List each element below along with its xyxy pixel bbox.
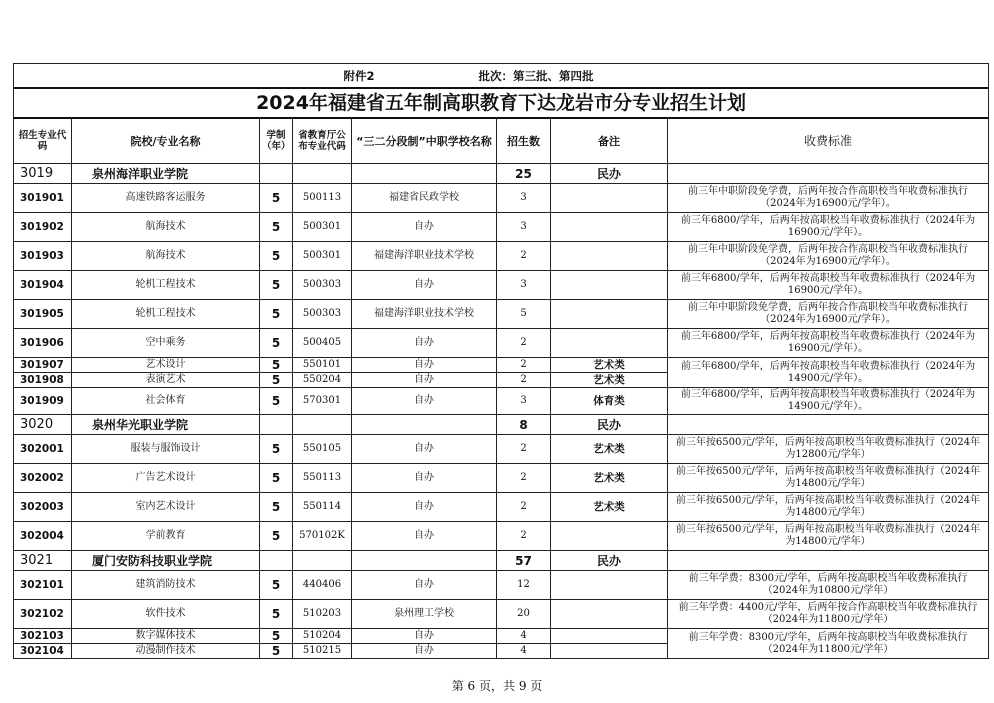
table-row xyxy=(14,600,989,629)
major-partner: 自办 xyxy=(352,522,497,551)
major-partner: 自办 xyxy=(352,358,497,373)
school-row xyxy=(14,551,989,571)
col-fee-header: 收费标准 xyxy=(668,118,989,164)
major-fee: 前三年中职阶段免学费，后两年按合作高职校当年收费标准执行（2024年为16900元/学年）。 xyxy=(668,242,989,271)
header-bar-row xyxy=(14,64,989,89)
major-name: 服装与服饰设计 xyxy=(72,435,260,464)
major-partner: 自办 xyxy=(352,213,497,242)
major-fee: 前三年6800/学年，后两年按高职校当年收费标准执行（2024年为14900元/学年）。 xyxy=(668,388,989,415)
major-count: 3 xyxy=(497,184,551,213)
major-pcode: 500301 xyxy=(293,242,352,271)
major-name: 学前教育 xyxy=(72,522,260,551)
major-name: 高速铁路客运服务 xyxy=(72,184,260,213)
col-code-header: 招生专业代码 xyxy=(14,118,72,164)
major-note xyxy=(551,271,668,300)
major-note xyxy=(551,184,668,213)
school-note: 民办 xyxy=(551,415,668,435)
school-row xyxy=(14,415,989,435)
major-years: 5 xyxy=(260,358,293,373)
major-years: 5 xyxy=(260,184,293,213)
school-row xyxy=(14,164,989,184)
table-row xyxy=(14,629,989,644)
major-partner: 自办 xyxy=(352,373,497,388)
major-name: 室内艺术设计 xyxy=(72,493,260,522)
major-partner: 自办 xyxy=(352,435,497,464)
major-years: 5 xyxy=(260,464,293,493)
enrollment-table xyxy=(13,63,989,659)
col-count-header: 招生数 xyxy=(497,118,551,164)
attachment-label: 附件2 xyxy=(343,68,375,83)
major-note xyxy=(551,213,668,242)
major-years: 5 xyxy=(260,493,293,522)
major-name: 社会体育 xyxy=(72,388,260,415)
major-fee: 前三年按6500元/学年，后两年按高职校当年收费标准执行（2024年为14800元/学年） xyxy=(668,522,989,551)
major-pcode: 500405 xyxy=(293,329,352,358)
major-name: 动漫制作技术 xyxy=(72,644,260,659)
school-count: 57 xyxy=(497,551,551,571)
major-note xyxy=(551,329,668,358)
plan-sheet xyxy=(13,63,988,659)
major-fee: 前三年按6500元/学年，后两年按高职校当年收费标准执行（2024年为14800元/学年） xyxy=(668,464,989,493)
major-years: 5 xyxy=(260,644,293,659)
major-code: 302103 xyxy=(14,629,72,644)
major-code: 301906 xyxy=(14,329,72,358)
major-fee: 前三年学费：4400元/学年，后两年按合作高职校当年收费标准执行（2024年为11800元/学年） xyxy=(668,600,989,629)
table-row xyxy=(14,300,989,329)
major-years: 5 xyxy=(260,373,293,388)
major-name: 航海技术 xyxy=(72,213,260,242)
major-name: 软件技术 xyxy=(72,600,260,629)
major-count: 2 xyxy=(497,522,551,551)
major-count: 2 xyxy=(497,242,551,271)
major-years: 5 xyxy=(260,435,293,464)
major-partner: 福建省民政学校 xyxy=(352,184,497,213)
major-note xyxy=(551,522,668,551)
major-name: 轮机工程技术 xyxy=(72,300,260,329)
major-partner: 自办 xyxy=(352,571,497,600)
major-count: 5 xyxy=(497,300,551,329)
major-pcode: 500303 xyxy=(293,271,352,300)
table-row xyxy=(14,464,989,493)
major-code: 302104 xyxy=(14,644,72,659)
major-pcode: 550204 xyxy=(293,373,352,388)
col-partner-header: “三二分段制”中职学校名称 xyxy=(352,118,497,164)
major-name: 航海技术 xyxy=(72,242,260,271)
major-name: 表演艺术 xyxy=(72,373,260,388)
page-number: 第 6 页，共 9 页 xyxy=(451,679,543,693)
major-fee: 前三年6800/学年，后两年按高职校当年收费标准执行（2024年为16900元/学年）。 xyxy=(668,213,989,242)
major-fee: 前三年按6500元/学年，后两年按高职校当年收费标准执行（2024年为14800元/学年） xyxy=(668,493,989,522)
major-pcode: 570301 xyxy=(293,388,352,415)
major-note: 艺术类 xyxy=(551,358,668,373)
major-count: 3 xyxy=(497,388,551,415)
major-partner: 泉州理工学校 xyxy=(352,600,497,629)
major-count: 2 xyxy=(497,329,551,358)
major-count: 2 xyxy=(497,493,551,522)
school-count: 8 xyxy=(497,415,551,435)
school-code: 3020 xyxy=(14,415,72,435)
major-pcode: 510215 xyxy=(293,644,352,659)
major-partner: 自办 xyxy=(352,329,497,358)
major-count: 2 xyxy=(497,435,551,464)
major-count: 3 xyxy=(497,213,551,242)
school-note: 民办 xyxy=(551,164,668,184)
col-years-header: 学制（年） xyxy=(260,118,293,164)
column-header-row xyxy=(14,118,989,164)
major-note: 体育类 xyxy=(551,388,668,415)
major-years: 5 xyxy=(260,522,293,551)
major-name: 广告艺术设计 xyxy=(72,464,260,493)
major-count: 2 xyxy=(497,358,551,373)
major-code: 302002 xyxy=(14,464,72,493)
major-note: 艺术类 xyxy=(551,493,668,522)
major-fee: 前三年中职阶段免学费，后两年按合作高职校当年收费标准执行（2024年为16900元/学年）。 xyxy=(668,300,989,329)
school-name: 泉州海洋职业学院 xyxy=(72,164,260,184)
major-note xyxy=(551,629,668,644)
major-partner: 自办 xyxy=(352,493,497,522)
major-note: 艺术类 xyxy=(551,435,668,464)
major-fee: 前三年中职阶段免学费，后两年按合作高职校当年收费标准执行（2024年为16900元/学年）。 xyxy=(668,184,989,213)
major-code: 302004 xyxy=(14,522,72,551)
major-count: 12 xyxy=(497,571,551,600)
major-name: 艺术设计 xyxy=(72,358,260,373)
major-pcode: 500113 xyxy=(293,184,352,213)
table-row xyxy=(14,213,989,242)
major-count: 20 xyxy=(497,600,551,629)
major-fee: 前三年6800/学年，后两年按高职校当年收费标准执行（2024年为16900元/学年）。 xyxy=(668,329,989,358)
major-pcode: 510203 xyxy=(293,600,352,629)
col-name-header: 院校/专业名称 xyxy=(72,118,260,164)
major-note xyxy=(551,242,668,271)
major-name: 数字媒体技术 xyxy=(72,629,260,644)
major-code: 301909 xyxy=(14,388,72,415)
school-code: 3021 xyxy=(14,551,72,571)
major-fee: 前三年按6500元/学年，后两年按高职校当年收费标准执行（2024年为12800元/学年） xyxy=(668,435,989,464)
school-note: 民办 xyxy=(551,551,668,571)
col-note-header: 备注 xyxy=(551,118,668,164)
major-code: 302101 xyxy=(14,571,72,600)
major-fee: 前三年学费：8300元/学年，后两年按高职校当年收费标准执行（2024年为11800元/学年） xyxy=(668,629,989,659)
major-partner: 自办 xyxy=(352,388,497,415)
major-code: 301902 xyxy=(14,213,72,242)
major-years: 5 xyxy=(260,629,293,644)
major-code: 302003 xyxy=(14,493,72,522)
major-years: 5 xyxy=(260,242,293,271)
school-count: 25 xyxy=(497,164,551,184)
major-name: 空中乘务 xyxy=(72,329,260,358)
major-pcode: 500303 xyxy=(293,300,352,329)
major-pcode: 570102K xyxy=(293,522,352,551)
table-row xyxy=(14,571,989,600)
table-row xyxy=(14,271,989,300)
col-province-code-header: 省教育厅公布专业代码 xyxy=(293,118,352,164)
major-code: 301907 xyxy=(14,358,72,373)
table-row xyxy=(14,358,989,373)
major-pcode: 500301 xyxy=(293,213,352,242)
major-name: 轮机工程技术 xyxy=(72,271,260,300)
school-name: 泉州华光职业学院 xyxy=(72,415,260,435)
major-pcode: 550114 xyxy=(293,493,352,522)
table-row xyxy=(14,388,989,415)
major-fee: 前三年6800/学年，后两年按高职校当年收费标准执行（2024年为16900元/学年）。 xyxy=(668,271,989,300)
school-name: 厦门安防科技职业学院 xyxy=(72,551,260,571)
table-row xyxy=(14,242,989,271)
title-row xyxy=(14,88,989,118)
major-code: 301908 xyxy=(14,373,72,388)
major-partner: 福建海洋职业技术学校 xyxy=(352,242,497,271)
major-fee: 前三年学费：8300元/学年，后两年按高职校当年收费标准执行（2024年为10800元/学年） xyxy=(668,571,989,600)
table-row xyxy=(14,435,989,464)
table-row xyxy=(14,522,989,551)
major-code: 301903 xyxy=(14,242,72,271)
major-note xyxy=(551,644,668,659)
major-note: 艺术类 xyxy=(551,464,668,493)
major-years: 5 xyxy=(260,300,293,329)
major-count: 3 xyxy=(497,271,551,300)
major-pcode: 550113 xyxy=(293,464,352,493)
table-row xyxy=(14,329,989,358)
major-fee: 前三年6800/学年，后两年按高职校当年收费标准执行（2024年为14900元/学年）。 xyxy=(668,358,989,388)
page-title: 2024年福建省五年制高职教育下达龙岩市分专业招生计划 xyxy=(14,88,989,118)
batch-label: 批次：第三批、第四批 xyxy=(478,68,594,83)
major-pcode: 440406 xyxy=(293,571,352,600)
major-years: 5 xyxy=(260,571,293,600)
major-years: 5 xyxy=(260,271,293,300)
major-pcode: 550101 xyxy=(293,358,352,373)
major-partner: 自办 xyxy=(352,629,497,644)
table-row xyxy=(14,493,989,522)
major-partner: 自办 xyxy=(352,271,497,300)
major-years: 5 xyxy=(260,600,293,629)
major-code: 302102 xyxy=(14,600,72,629)
major-name: 建筑消防技术 xyxy=(72,571,260,600)
major-years: 5 xyxy=(260,329,293,358)
major-code: 301904 xyxy=(14,271,72,300)
major-note xyxy=(551,600,668,629)
major-pcode: 510204 xyxy=(293,629,352,644)
major-note xyxy=(551,571,668,600)
major-note: 艺术类 xyxy=(551,373,668,388)
school-code: 3019 xyxy=(14,164,72,184)
major-count: 2 xyxy=(497,464,551,493)
major-count: 2 xyxy=(497,373,551,388)
major-pcode: 550105 xyxy=(293,435,352,464)
major-count: 4 xyxy=(497,629,551,644)
major-code: 301905 xyxy=(14,300,72,329)
major-years: 5 xyxy=(260,388,293,415)
major-partner: 福建海洋职业技术学校 xyxy=(352,300,497,329)
table-row xyxy=(14,184,989,213)
major-partner: 自办 xyxy=(352,644,497,659)
major-years: 5 xyxy=(260,213,293,242)
major-count: 4 xyxy=(497,644,551,659)
major-partner: 自办 xyxy=(352,464,497,493)
major-code: 301901 xyxy=(14,184,72,213)
major-note xyxy=(551,300,668,329)
major-code: 302001 xyxy=(14,435,72,464)
